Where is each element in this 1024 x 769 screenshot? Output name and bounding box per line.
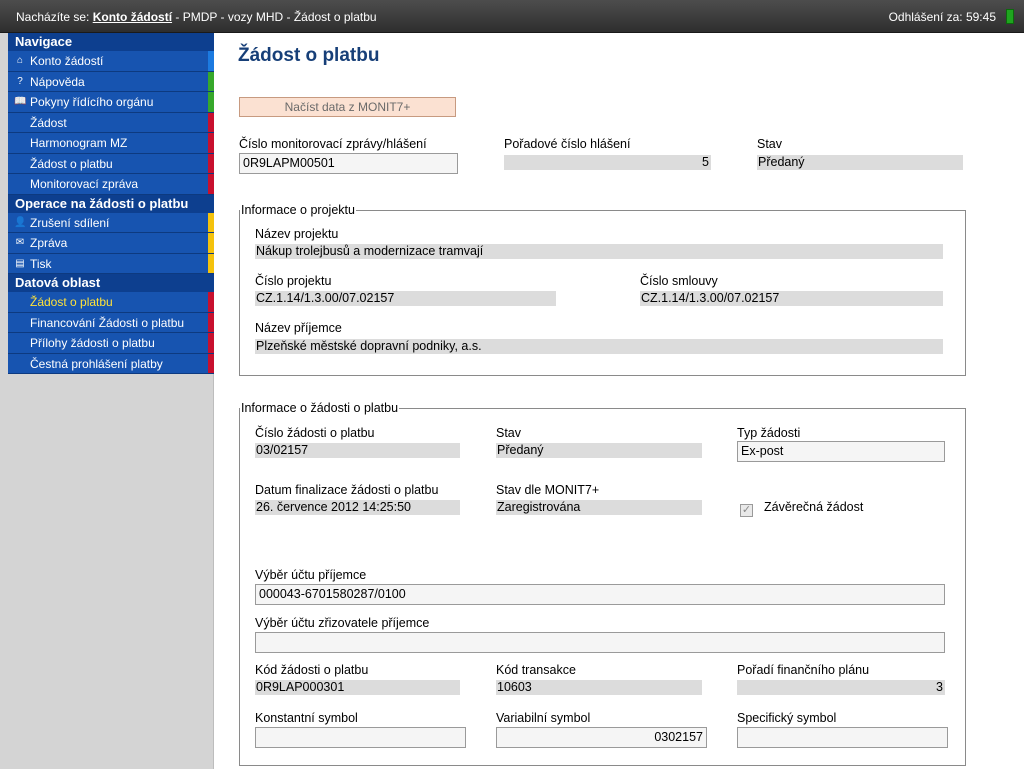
breadcrumb-prefix: Nacházíte se: xyxy=(16,10,90,24)
monit-status-label: Stav dle MONIT7+ xyxy=(496,483,600,497)
report-number-field[interactable]: 0R9LAPM00501 xyxy=(239,153,458,174)
request-number-label: Číslo žádosti o platbu xyxy=(255,426,375,440)
specific-symbol-field[interactable] xyxy=(737,727,948,748)
recipient-account-label: Výběr účtu příjemce xyxy=(255,568,367,582)
final-request-checkbox[interactable]: ✓ xyxy=(741,504,752,516)
order-number-label: Pořadové číslo hlášení xyxy=(504,137,631,151)
transaction-code-value: 10603 xyxy=(496,680,702,695)
order-number-value: 5 xyxy=(504,155,711,170)
sidebar-item-label: Tisk xyxy=(30,256,52,271)
help-icon: ? xyxy=(17,75,23,87)
project-number-value: CZ.1.14/1.3.00/07.02157 xyxy=(255,291,556,306)
sidebar-item[interactable] xyxy=(8,292,214,313)
sidebar-item[interactable] xyxy=(8,174,214,195)
project-info-legend: Informace o projektu xyxy=(241,203,355,217)
request-type-field[interactable]: Ex-post xyxy=(737,441,945,462)
sidebar-item[interactable] xyxy=(8,154,214,175)
project-number-label: Číslo projektu xyxy=(255,274,332,288)
sidebar-item-label: Financování Žádosti o platbu xyxy=(30,315,185,330)
transaction-code-label: Kód transakce xyxy=(496,663,576,677)
book-icon: 📖 xyxy=(14,96,27,107)
sidebar-section-heading: Navigace xyxy=(8,33,214,51)
status-label: Stav xyxy=(757,137,783,151)
variable-symbol-field[interactable]: 0302157 xyxy=(496,727,707,748)
sidebar-item-label: Žádost xyxy=(30,115,67,130)
project-name-value: Nákup trolejbusů a modernizace tramvají xyxy=(255,244,943,259)
main-content xyxy=(214,33,1024,769)
contract-number-value: CZ.1.14/1.3.00/07.02157 xyxy=(640,291,943,306)
sidebar-item[interactable] xyxy=(8,213,214,234)
sidebar-item[interactable] xyxy=(8,233,214,254)
page-title: Žádost o platbu xyxy=(238,45,380,66)
sidebar-item-label: Zrušení sdílení xyxy=(30,215,110,230)
specific-symbol-label: Specifický symbol xyxy=(737,711,837,725)
sidebar-item-label: Zpráva xyxy=(30,236,68,250)
variable-symbol-label: Variabilní symbol xyxy=(496,711,591,725)
plan-order-label: Pořadí finančního plánu xyxy=(737,663,870,677)
recipient-name-value: Plzeňské městské dopravní podniky, a.s. xyxy=(255,339,943,354)
founder-account-label: Výběr účtu zřizovatele příjemce xyxy=(255,616,430,630)
session-indicator xyxy=(1006,9,1014,24)
sidebar-section-heading: Datová oblast xyxy=(8,274,214,292)
sidebar-item-label: Nápověda xyxy=(30,74,85,89)
sidebar-item[interactable] xyxy=(8,113,214,134)
sidebar-item[interactable] xyxy=(8,51,214,72)
finalized-date-label: Datum finalizace žádosti o platbu xyxy=(255,483,439,497)
sidebar-nav xyxy=(8,33,214,374)
sidebar-item-label: Žádost o platbu xyxy=(30,156,113,171)
recipient-account-select[interactable]: 000043-6701580287/0100 xyxy=(255,584,945,605)
sidebar-item[interactable] xyxy=(8,72,214,93)
sidebar-item-label: Čestná prohlášení platby xyxy=(30,356,163,371)
breadcrumb-trail: - PMDP - vozy MHD - Žádost o platbu xyxy=(172,10,377,24)
sidebar-item[interactable] xyxy=(8,313,214,334)
final-request-label: Závěrečná žádost xyxy=(764,500,864,514)
message-icon: ✉ xyxy=(15,237,25,248)
request-number-value: 03/02157 xyxy=(255,443,460,458)
breadcrumb xyxy=(16,10,377,24)
sidebar-item-label: Monitorovací zpráva xyxy=(30,177,139,191)
sidebar-item-label: Konto žádostí xyxy=(30,54,104,68)
logout-timer: Odhlášení za: 59:45 xyxy=(888,10,996,24)
project-name-label: Název projektu xyxy=(255,227,339,241)
sidebar xyxy=(0,33,214,769)
finalized-date-value: 26. července 2012 14:25:50 xyxy=(255,500,460,515)
print-icon: ▤ xyxy=(15,257,25,269)
monit-status-value: Zaregistrována xyxy=(496,500,702,515)
request-code-label: Kód žádosti o platbu xyxy=(255,663,369,677)
contract-number-label: Číslo smlouvy xyxy=(640,274,718,288)
status-value: Předaný xyxy=(757,155,963,170)
report-number-label: Číslo monitorovací zprávy/hlášení xyxy=(239,137,427,151)
breadcrumb-home-link[interactable]: Konto žádostí xyxy=(92,10,173,24)
sidebar-item[interactable] xyxy=(8,92,214,113)
payment-status-label: Stav xyxy=(496,426,522,440)
request-type-label: Typ žádosti xyxy=(737,426,801,440)
sidebar-item[interactable] xyxy=(8,354,214,375)
user-icon: 👤 xyxy=(14,216,27,228)
sidebar-item-label: Žádost o platbu xyxy=(30,295,113,309)
sidebar-item-label: Přílohy žádosti o platbu xyxy=(30,336,155,350)
sidebar-item-label: Harmonogram MZ xyxy=(30,136,128,150)
constant-symbol-label: Konstantní symbol xyxy=(255,711,358,725)
sidebar-item[interactable] xyxy=(8,133,214,154)
load-monit-button[interactable]: Načíst data z MONIT7+ xyxy=(239,97,456,117)
payment-status-value: Předaný xyxy=(496,443,702,458)
sidebar-item-label: Pokyny řídícího orgánu xyxy=(30,95,154,109)
founder-account-select[interactable] xyxy=(255,632,945,653)
plan-order-value: 3 xyxy=(737,680,945,695)
request-code-value: 0R9LAP000301 xyxy=(255,680,460,695)
sidebar-section-heading: Operace na žádosti o platbu xyxy=(8,195,214,213)
payment-info-legend: Informace o žádosti o platbu xyxy=(241,401,399,415)
recipient-name-label: Název příjemce xyxy=(255,321,342,335)
sidebar-item[interactable] xyxy=(8,254,214,275)
sidebar-item[interactable] xyxy=(8,333,214,354)
constant-symbol-field[interactable] xyxy=(255,727,466,748)
home-icon: ⌂ xyxy=(16,55,24,66)
top-bar xyxy=(0,0,1024,33)
